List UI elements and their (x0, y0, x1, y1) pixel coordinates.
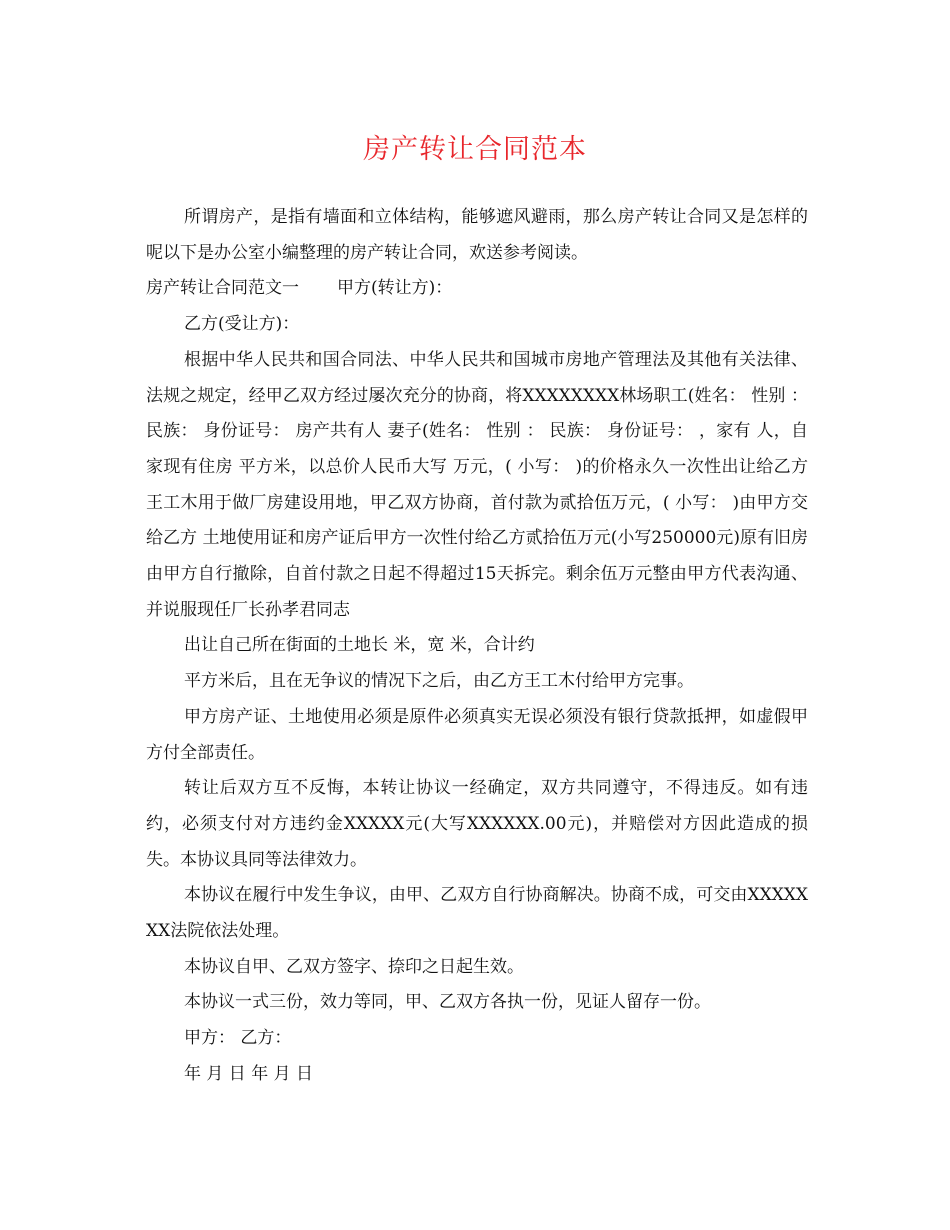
document-body (146, 200, 808, 1093)
contract-subtitle: 房产转让合同范文一 (146, 278, 299, 299)
main-clause-paragraph: 根据中华人民共和国合同法、中华人民共和国城市房地产管理法及其他有关法律、法规之规定，经甲乙双方经过屡次充分的协商，将XXXXXXXX林场职工(姓名： 性别 ： 民族： 身份证号： 房产共有人 妻子(姓名： 性别 ： 民族： 身份证号： ，家有 人，自家现有住房 平方米，以总价人民币大写 万元，( 小写： )的价格永久一次性出让给乙方王工木用于做厂房建设用地，甲乙双方协商，首付款为贰拾伍万元，( 小写： )由甲方交给乙方 土地使用证和房产证后甲方一次性付给乙方贰拾伍万元(小写250000元)原有旧房由甲方自行撤除，自首付款之日起不得超过15天拆完。剩余伍万元整由甲方代表沟通、并说服现任厂长孙孝君同志 (146, 349, 808, 620)
breach-paragraph: 转让后双方互不反悔，本转让协议一经确定，双方共同遵守，不得违反。如有违约，必须支付对方违约金XXXXX元(大写XXXXXX.00元)，并赔偿对方因此造成的损失。本协议具同等法律效力。 (146, 778, 808, 870)
copies-paragraph: 本协议一式三份，效力等同，甲、乙双方各执一份，见证人留存一份。 (184, 992, 711, 1013)
signature-line: 甲方： 乙方： (184, 1028, 292, 1049)
land-size-paragraph: 出让自己所在街面的土地长 米，宽 米，合计约 (184, 635, 535, 656)
intro-paragraph: 所谓房产，是指有墙面和立体结构，能够遮风避雨，那么房产转让合同又是怎样的呢以下是办公室小编整理的房产转让合同，欢送参考阅读。 (146, 207, 808, 263)
page-title: 房产转让合同范本 (363, 134, 587, 165)
payment-complete-paragraph: 平方米后，且在无争议的情况下之后，由乙方王工木付给甲方完事。 (184, 671, 694, 692)
date-line: 年 月 日 年 月 日 (184, 1063, 314, 1084)
certificate-paragraph: 甲方房产证、土地使用必须是原件必须真实无误必须没有银行贷款抵押，如虚假甲方付全部责任。 (146, 706, 808, 763)
effective-paragraph: 本协议自甲、乙双方签字、捺印之日起生效。 (184, 956, 524, 977)
dispute-paragraph: 本协议在履行中发生争议，由甲、乙双方自行协商解决。协商不成，可交由XXXXXXX法院依法处理。 (146, 885, 808, 942)
contract-heading-line (146, 271, 808, 307)
party-b-label: 乙方(受让方)： (184, 314, 300, 335)
party-a-label: 甲方(转让方)： (337, 278, 453, 299)
